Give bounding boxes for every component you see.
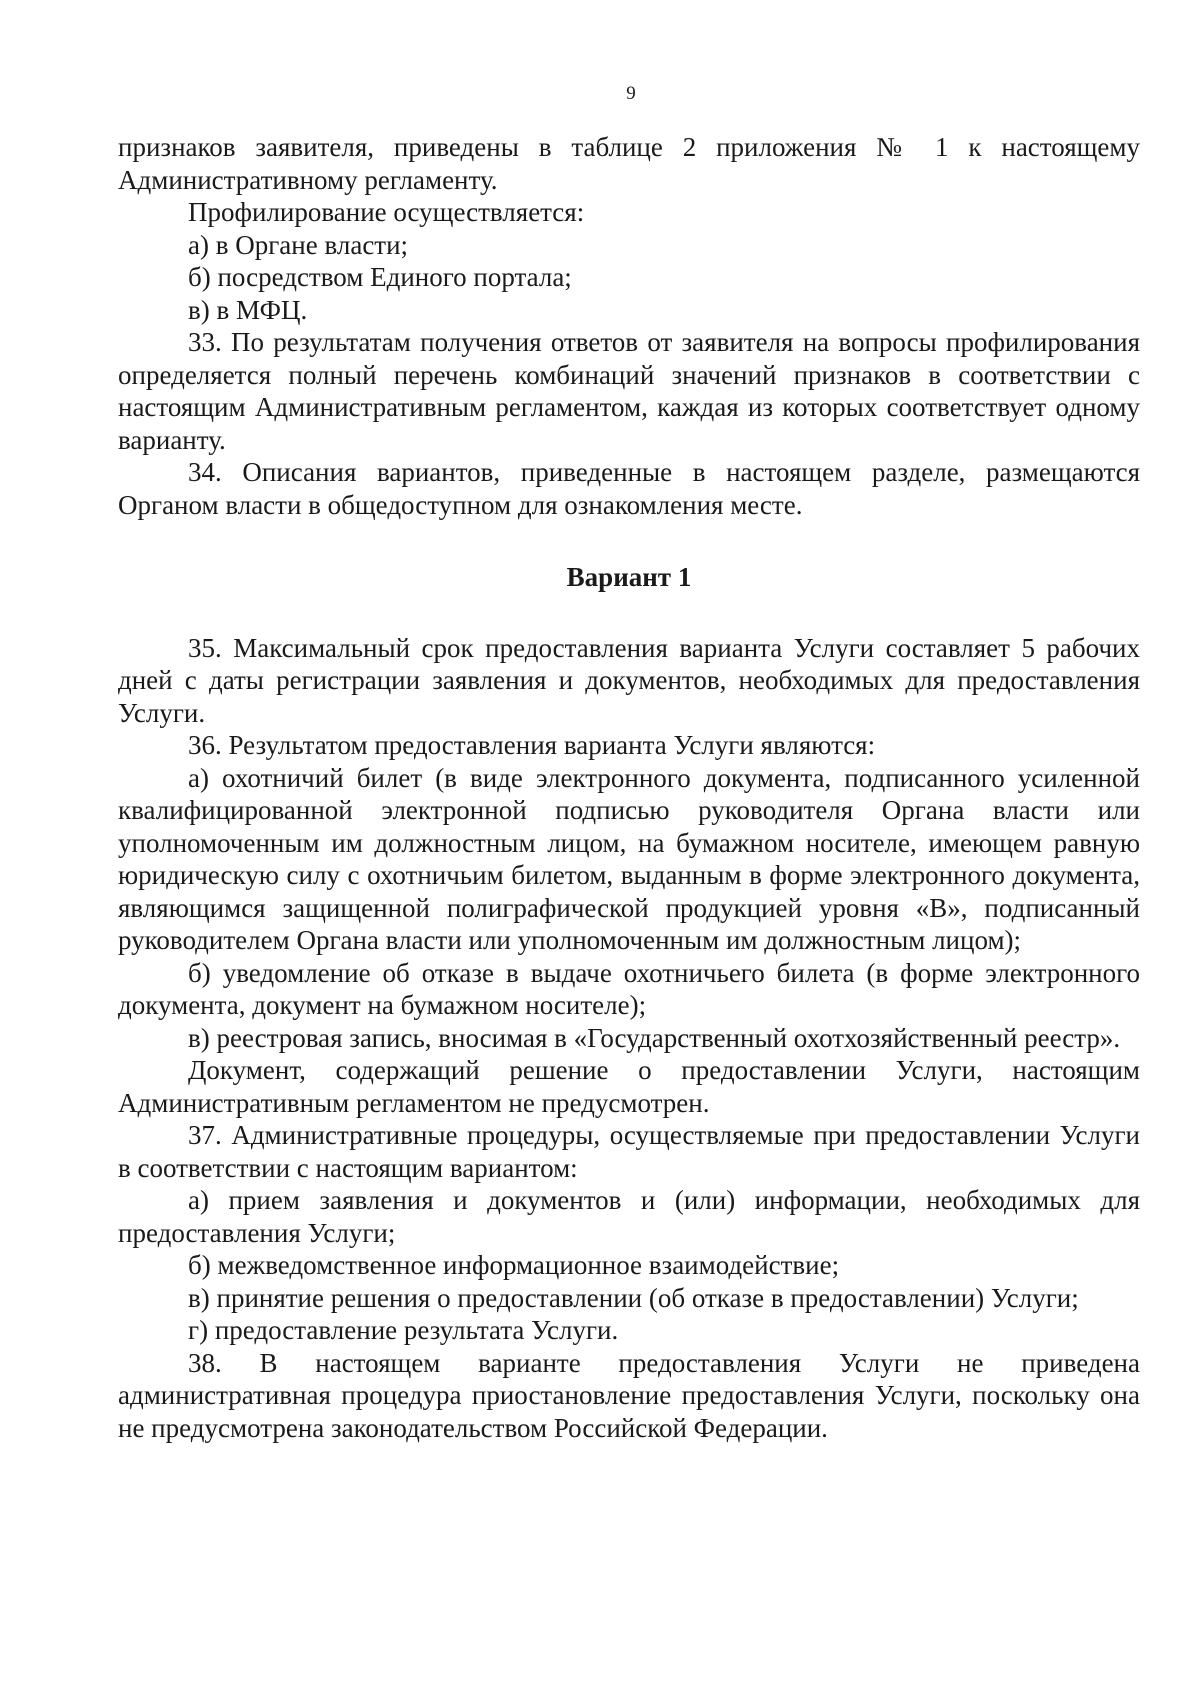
paragraph: в) в МФЦ. xyxy=(188,294,308,325)
paragraph: Профилирование осуществляется: xyxy=(188,197,585,227)
paragraph: в) реестровая запись, вносимая в «Государственный охотхозяйственный реестр». xyxy=(188,1022,1121,1053)
paragraph: в) принятие решения о предоставлении (об отказе в предоставлении) Услуги; xyxy=(188,1282,1079,1313)
paragraph: 35. Максимальный срок предоставления варианта Услуги составляет 5 рабочих дней с даты регистрации заявления и документов, необходимых для предоставления Услуги. xyxy=(118,632,1140,728)
section-heading: Вариант 1 xyxy=(566,562,692,592)
paragraph: 34. Описания вариантов, приведенные в настоящем разделе, размещаются Органом власти в общедоступном для ознакомления месте. xyxy=(118,457,1140,520)
paragraph: признаков заявителя, приведены в таблице 2 приложения № 1 к настоящему Административному регламенту. xyxy=(118,132,1140,195)
paragraph: б) уведомление об отказе в выдаче охотничьего билета (в форме электронного документа, документ на бумажном носителе); xyxy=(118,957,1140,1020)
section-profiling xyxy=(118,131,1140,521)
page-number: 9 xyxy=(626,83,636,104)
paragraph: а) в Органе власти; xyxy=(188,229,409,260)
paragraph: 37. Административные процедуры, осуществляемые при предоставлении Услуги в соответствии с настоящим вариантом: xyxy=(118,1120,1140,1183)
paragraph: 36. Результатом предоставления варианта Услуги являются: xyxy=(188,730,876,760)
document-body xyxy=(118,131,1140,1444)
paragraph: 33. По результатам получения ответов от заявителя на вопросы профилирования определяется полный перечень комбинаций значений признаков в соответствии с настоящим Административным регламентом, каждая из которых соответствует одному варианту. xyxy=(118,327,1140,455)
section-variant-1 xyxy=(118,632,1140,1445)
paragraph: б) посредством Единого портала; xyxy=(188,262,572,292)
paragraph: 38. В настоящем варианте предоставления Услуги не приведена административная процедура приостановление предоставления Услуги, поскольку она не предусмотрена законодательством Российской Федерации. xyxy=(118,1347,1140,1443)
paragraph: б) межведомственное информационное взаимодействие; xyxy=(188,1250,840,1280)
paragraph: а) прием заявления и документов и (или) информации, необходимых для предоставления Услуги; xyxy=(118,1185,1140,1248)
paragraph: Документ, содержащий решение о предоставлении Услуги, настоящим Административным регламентом не предусмотрен. xyxy=(118,1055,1140,1118)
paragraph: а) охотничий билет (в виде электронного документа, подписанного усиленной квалифицированной электронной подписью руководителя Органа власти или уполномоченным им должностным лицом, на бумажном носителе, имеющем равную юридическую силу с охотничьим билетом, выданным в форме электронного документа, являющимся защищенной полиграфической продукцией уровня «В», подписанный руководителем Органа власти или уполномоченным им должностным лицом); xyxy=(118,762,1140,955)
paragraph: г) предоставление результата Услуги. xyxy=(188,1315,619,1345)
